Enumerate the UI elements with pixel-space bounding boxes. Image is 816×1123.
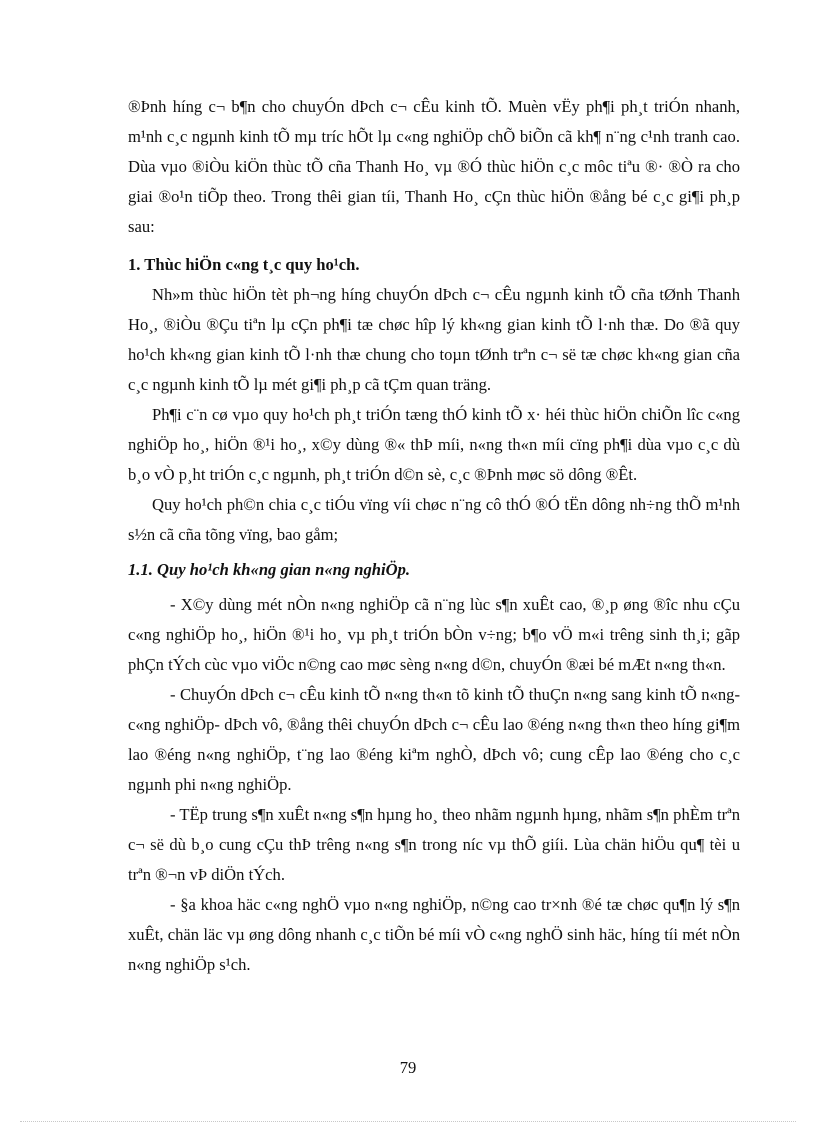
paragraph: Quy ho¹ch ph©n chia c¸c tiÓu vïng víi chøc n¨ng cô thÓ ®Ó tËn dông nh÷ng thÕ m¹nh s½n cã cña tõng vïng, bao gåm; bbox=[128, 495, 740, 544]
bullet-paragraph: - TËp trung s¶n xuÊt n«ng s¶n hµng ho¸ theo nhãm ngµnh hµng, nhãm s¶n phÈm trªn c¬ së dù b¸o cung cÇu thÞ trêng n«ng s¶n trong níc vµ thÕ giíi. Lùa chän hiÖu qu¶ tèi u trªn ®¬n vÞ diÖn tÝch. bbox=[128, 805, 740, 884]
footer-divider bbox=[20, 1121, 796, 1122]
paragraph: Ph¶i c¨n cø vµo quy ho¹ch ph¸t triÓn tæng thÓ kinh tÕ x· héi thùc hiÖn chiÕn lîc c«ng nghiÖp ho¸, hiÖn ®¹i ho¸, x©y dùng ®« thÞ míi, n«ng th«n míi cïng ph¶i dùa vµo c¸c dù b¸o vÒ p¸ht triÓn c¸c ngµnh, ph¸t triÓn d©n sè, c¸c ®Þnh møc sö dông ®Êt. bbox=[128, 405, 740, 484]
subsection-heading: 1.1. Quy ho¹ch kh«ng gian n«ng nghiÖp. bbox=[128, 560, 411, 579]
page-content bbox=[128, 92, 740, 980]
intro-paragraph: ®Þnh híng c¬ b¶n cho chuyÓn dÞch c¬ cÊu kinh tÕ. Muèn vËy ph¶i ph¸t triÓn nhanh, m¹nh c¸c ngµnh kinh tÕ mµ tríc hÕt lµ c«ng nghiÖp chÕ biÕn cã kh¶ n¨ng c¹nh tranh cao. Dùa vµo ®iÒu kiÖn thùc tÕ cña Thanh Ho¸ vµ ®Ó thùc hiÖn c¸c môc tiªu ®· ®Ò ra cho giai ®o¹n tiÕp theo. Trong thêi gian tíi, Thanh Ho¸ cÇn thùc hiÖn ®ång bé c¸c gi¶i ph¸p sau: bbox=[128, 97, 740, 236]
bullet-paragraph: - §a khoa häc c«ng nghÖ vµo n«ng nghiÖp, n©ng cao tr×nh ®é tæ chøc qu¶n lý s¶n xuÊt, chän läc vµ øng dông nhanh c¸c tiÕn bé míi vÒ c«ng nghÖ sinh häc, híng tíi mét nÒn n«ng nghiÖp s¹ch. bbox=[128, 895, 740, 974]
section-heading: 1. Thùc hiÖn c«ng t¸c quy ho¹ch. bbox=[128, 255, 360, 274]
bullet-paragraph: - X©y dùng mét nÒn n«ng nghiÖp cã n¨ng lùc s¶n xuÊt cao, ®¸p øng ®îc nhu cÇu c«ng nghiÖp ho¸, hiÖn ®¹i ho¸ vµ ph¸t triÓn bÒn v÷ng; b¶o vÖ m«i trêng sinh th¸i; gãp phÇn tÝch cùc vµo viÖc n©ng cao møc sèng n«ng d©n, chuyÓn ®æi bé mÆt n«ng th«n. bbox=[128, 595, 740, 674]
bullet-paragraph: - ChuyÓn dÞch c¬ cÊu kinh tÕ n«ng th«n tõ kinh tÕ thuÇn n«ng sang kinh tÕ n«ng- c«ng nghiÖp- dÞch vô, ®ång thêi chuyÓn dÞch c¬ cÊu lao ®éng n«ng th«n theo híng gi¶m lao ®éng n«ng nghiÖp, t¨ng lao ®éng kiªm nghÒ, dÞch vô; cung cÊp lao ®éng cho c¸c ngµnh phi n«ng nghiÖp. bbox=[128, 685, 740, 794]
page-number: 79 bbox=[399, 1058, 417, 1077]
spacer bbox=[128, 242, 740, 250]
paragraph: Nh»m thùc hiÖn tèt ph¬ng híng chuyÓn dÞch c¬ cÊu ngµnh kinh tÕ cña tØnh Thanh Ho¸, ®iÒu ®Çu tiªn lµ cÇn ph¶i tæ chøc hîp lý kh«ng gian kinh tÕ l·nh thæ. Do ®ã quy ho¹ch kh«ng gian kinh tÕ l·nh thæ chung cho toµn tØnh trªn c¬ së tæ chøc kh«ng gian cña c¸c ngµnh kinh tÕ lµ mét gi¶i ph¸p cã tÇm quan träng. bbox=[128, 285, 740, 394]
